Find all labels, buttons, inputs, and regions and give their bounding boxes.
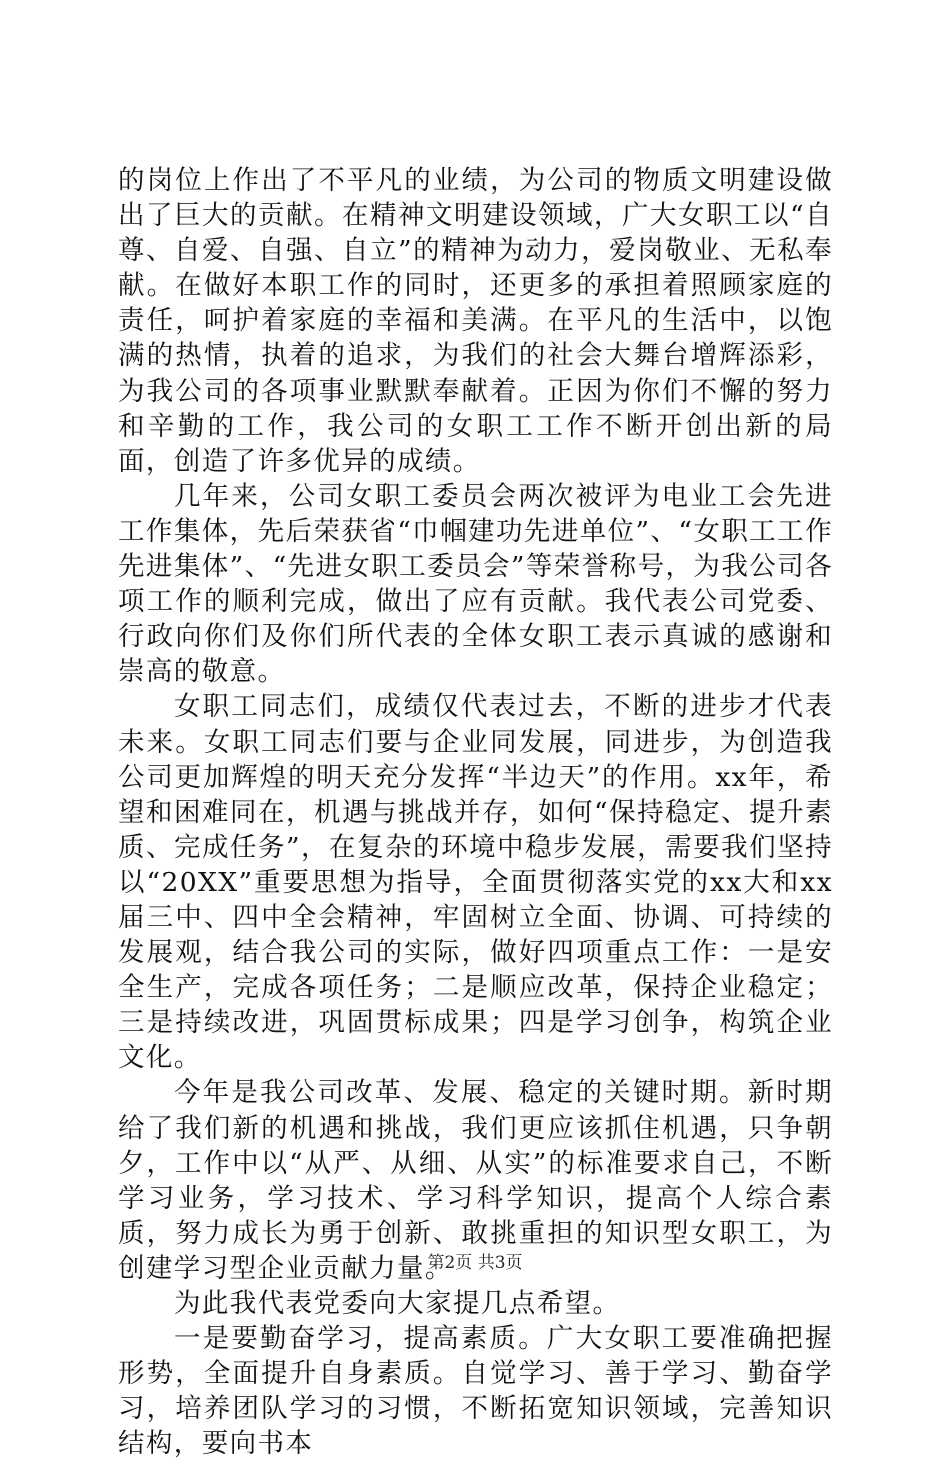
paragraph-3: 女职工同志们，成绩仅代表过去，不断的进步才代表未来。女职工同志们要与企业同发展，同进步，为创造我公司更加辉煌的明天充分发挥“半边天”的作用。xx年，希望和困难同在，机遇与挑战并存，如何“保持稳定、提升素质、完成任务”，在复杂的环境中稳步发展，需要我们坚持以“20XX”重要思想为指导，全面贯彻落实党的xx大和xx届三中、四中全会精神，牢固树立全面、协调、可持续的发展观，结合我公司的实际，做好四项重点工作：一是安全生产，完成各项任务；二是顺应改革，保持企业稳定；三是持续改进，巩固贯标成果；四是学习创争，构筑企业文化。 bbox=[118, 691, 833, 1074]
page-number-footer: 第2页 共3页 bbox=[427, 1253, 523, 1273]
paragraph-1: 的岗位上作出了不平凡的业绩，为公司的物质文明建设做出了巨大的贡献。在精神文明建设领域，广大女职工以“自尊、自爱、自强、自立”的精神为动力，爱岗敬业、无私奉献。在做好本职工作的同时，还更多的承担着照顾家庭的责任，呵护着家庭的幸福和美满。在平凡的生活中，以饱满的热情，执着的追求，为我们的社会大舞台增辉添彩，为我公司的各项事业默默奉献着。正因为你们不懈的努力和辛勤的工作，我公司的女职工工作不断开创出新的局面，创造了许多优异的成绩。 bbox=[118, 165, 833, 477]
paragraph-6: 一是要勤奋学习，提高素质。广大女职工要准确把握形势，全面提升自身素质。自觉学习、善于学习、勤奋学习，培养团队学习的习惯，不断拓宽知识领域，完善知识结构，要向书本 bbox=[118, 1323, 833, 1460]
paragraph-4: 今年是我公司改革、发展、稳定的关键时期。新时期给了我们新的机遇和挑战，我们更应该抓住机遇，只争朝夕，工作中以“从严、从细、从实”的标准要求自己，不断学习业务，学习技术、学习科学知识，提高个人综合素质，努力成长为勇于创新、敢挑重担的知识型女职工，为创建学习型企业贡献力量。 bbox=[118, 1077, 833, 1284]
paragraph-5: 为此我代表党委向大家提几点希望。 bbox=[174, 1288, 621, 1319]
paragraph-2: 几年来，公司女职工委员会两次被评为电业工会先进工作集体，先后荣获省“巾帼建功先进单位”、“女职工工作先进集体”、“先进女职工委员会”等荣誉称号，为我公司各项工作的顺利完成，做出了应有贡献。我代表公司党委、行政向你们及你们所代表的全体女职工表示真诚的感谢和崇高的敬意。 bbox=[118, 480, 833, 688]
